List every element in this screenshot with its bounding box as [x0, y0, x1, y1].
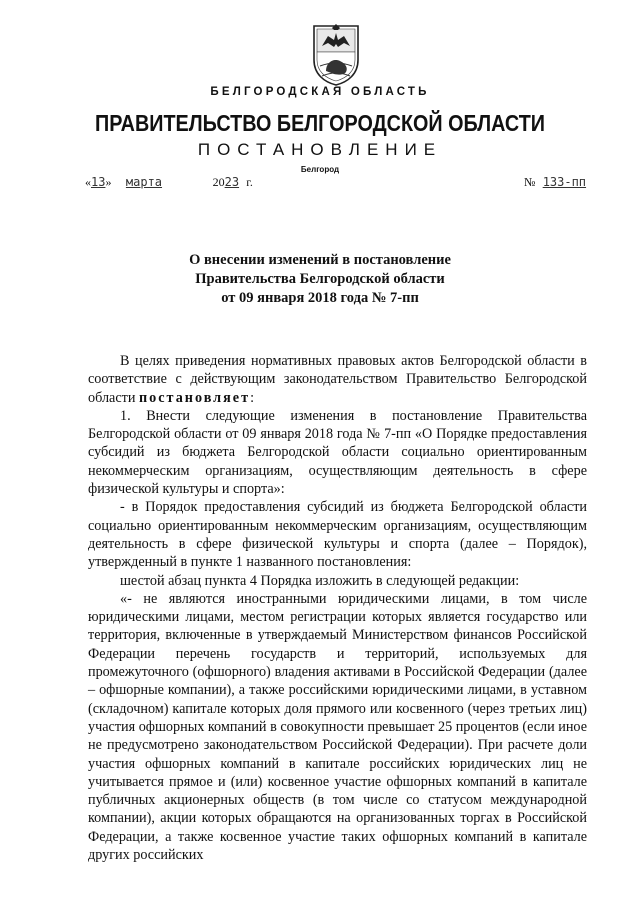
- document-body: [88, 352, 587, 864]
- document-number: [524, 175, 586, 190]
- title-line-2: Правительства Белгородской области: [195, 271, 445, 287]
- date-year-prefix: 20: [212, 175, 225, 189]
- date-month: марта: [125, 175, 163, 189]
- date-year-abbr: г.: [246, 175, 253, 189]
- preamble-colon: :: [250, 389, 255, 406]
- document-date: [85, 175, 253, 190]
- body-paragraph-new-text: «- не являются иностранными юридическими лицами, в том числе юридическими лицами, местом регистрации которых является государство или территория, включенные в утверждаемый Министерством финансов Российской Федерации перечень государств и территорий, используемых для промежуточного (офшорного) владения активами в Российской Федерации (далее – офшорные компании), а также российскими юридическими лицами, в уставном (складочном) капитале которых доля прямого или косвенного (через третьих лиц) участия офшорных компаний в совокупности превышает 25 процентов (если иное не предусмотрено законодательством Российской Федерации). При расчете доли участия офшорных компаний в капитале российских юридических лиц не учитывается прямое и (или) косвенное участие офшорных компаний в капитале публичных акционерных обществ (в том числе со статусом международной компании), акции которых обращаются на организованных торгах в Российской Федерации, а также косвенное участие таких офшорных компаний в капитале других российских: [88, 590, 587, 864]
- document-type-heading: ПОСТАНОВЛЕНИЕ: [197, 140, 443, 159]
- body-paragraph-abzac: шестой абзац пункта 4 Порядка изложить в следующей редакции:: [120, 572, 520, 589]
- number-value: 133-пп: [542, 175, 587, 189]
- city-label: Белгород: [300, 165, 340, 174]
- date-close-quote: »: [105, 175, 112, 189]
- number-sign: №: [524, 175, 536, 189]
- region-heading: БЕЛГОРОДСКАЯ ОБЛАСТЬ: [210, 86, 430, 98]
- title-line-3: от 09 января 2018 года № 7-пп: [221, 290, 419, 306]
- document-title: [0, 251, 640, 308]
- date-day: 13: [91, 175, 106, 189]
- date-open-quote: «: [85, 175, 91, 189]
- body-paragraph-preamble: [88, 352, 587, 407]
- preamble-text: В целях приведения нормативных правовых актов Белгородской области в соответствие с действующим законодательством Правительство Белгородской области: [88, 353, 587, 406]
- coat-of-arms-icon: [308, 24, 364, 86]
- decree-verb: постановляет: [138, 389, 251, 406]
- body-paragraph-order: - в Порядок предоставления субсидий из бюджета Белгородской области социально ориентированным некоммерческим организациям, осуществляющим деятельность в сфере физической культуры и спорта (далее – Порядок), утвержденный в пункте 1 названного постановления:: [88, 499, 587, 571]
- title-line-1: О внесении изменений в постановление: [189, 252, 451, 268]
- government-heading: ПРАВИТЕЛЬСТВО БЕЛГОРОДСКОЙ ОБЛАСТИ: [95, 110, 545, 136]
- date-year-suffix: 23: [224, 175, 240, 189]
- body-paragraph-item-1: 1. Внести следующие изменения в постановление Правительства Белгородской области от 09 января 2018 года № 7-пп «О Порядке предоставления субсидий из бюджета Белгородской области социально ориентированным некоммерческим организациям, осуществляющим деятельность в сфере физической культуры и спорта»:: [88, 407, 587, 498]
